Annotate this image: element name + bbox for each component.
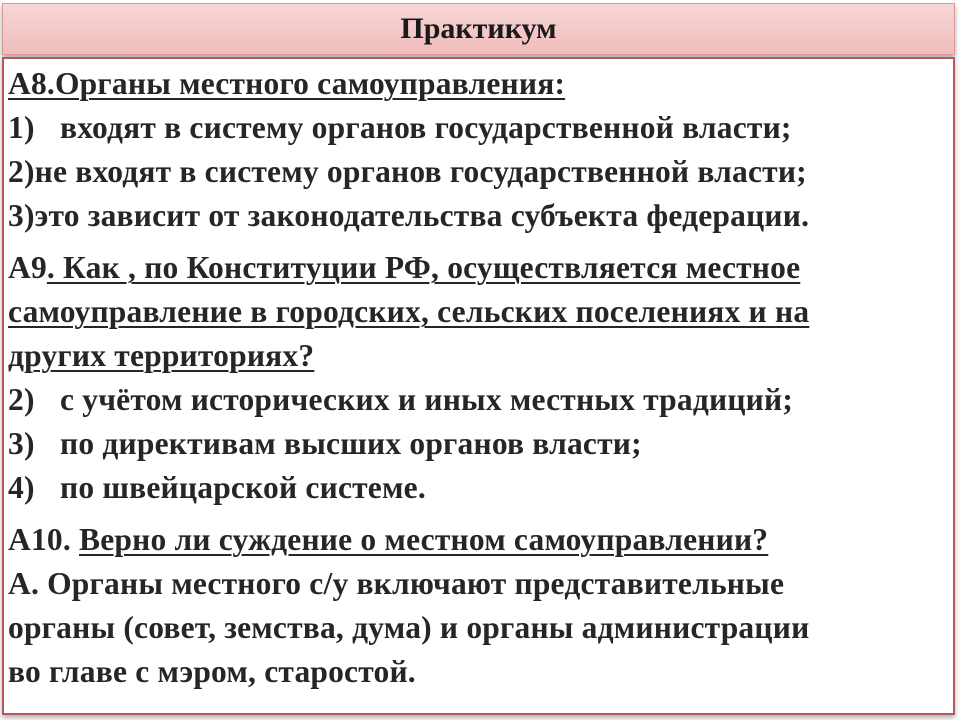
a9-prefix: А9 [8,250,47,285]
a8-option-2: 2)не входят в систему органов государственной власти; [8,154,807,189]
a9-question-line-2: самоуправление в городских, сельских поселениях и на [8,294,810,329]
slide-content [8,62,953,694]
a9-question-line-3 [8,334,953,378]
option-text: по директивам высших органов власти; [60,426,642,461]
option-text: с учётом исторических и иных местных традиций; [60,382,794,417]
a9-question-text: других территориях? [8,338,315,373]
a9-option-4 [8,466,953,510]
a9-option-2 [8,378,953,422]
a9-question-text: . Как , по Конституции РФ, осуществляется местное [46,250,801,285]
title-bar [2,3,955,55]
option-number: 3) [8,426,35,461]
option-number: 1) [8,110,35,145]
a10-statement-line-2: органы (совет, земства, дума) и органы администрации [8,610,810,645]
a10-question [8,518,953,562]
option-text: входят в систему органов государственной власти; [60,110,792,145]
a9-option-3 [8,422,953,466]
a8-option-3: 3)это зависит от законодательства субъекта федерации. [8,198,810,233]
slide-title: Практикум [400,12,557,45]
option-number: 2) [8,382,35,417]
option-number: 4) [8,470,35,505]
a8-option-1 [8,106,953,150]
option-text: по швейцарской системе. [60,470,426,505]
a10-question-text: Верно ли суждение о местном самоуправлении? [79,522,769,557]
a9-question-line-1 [8,246,953,290]
a10-statement-line-3: во главе с мэром, старостой. [8,654,416,689]
a10-statement-line-1: А. Органы местного с/у включают представительные [8,566,785,601]
a8-question: А8.Органы местного самоуправления: [8,66,566,101]
a10-prefix: А10. [8,522,79,557]
